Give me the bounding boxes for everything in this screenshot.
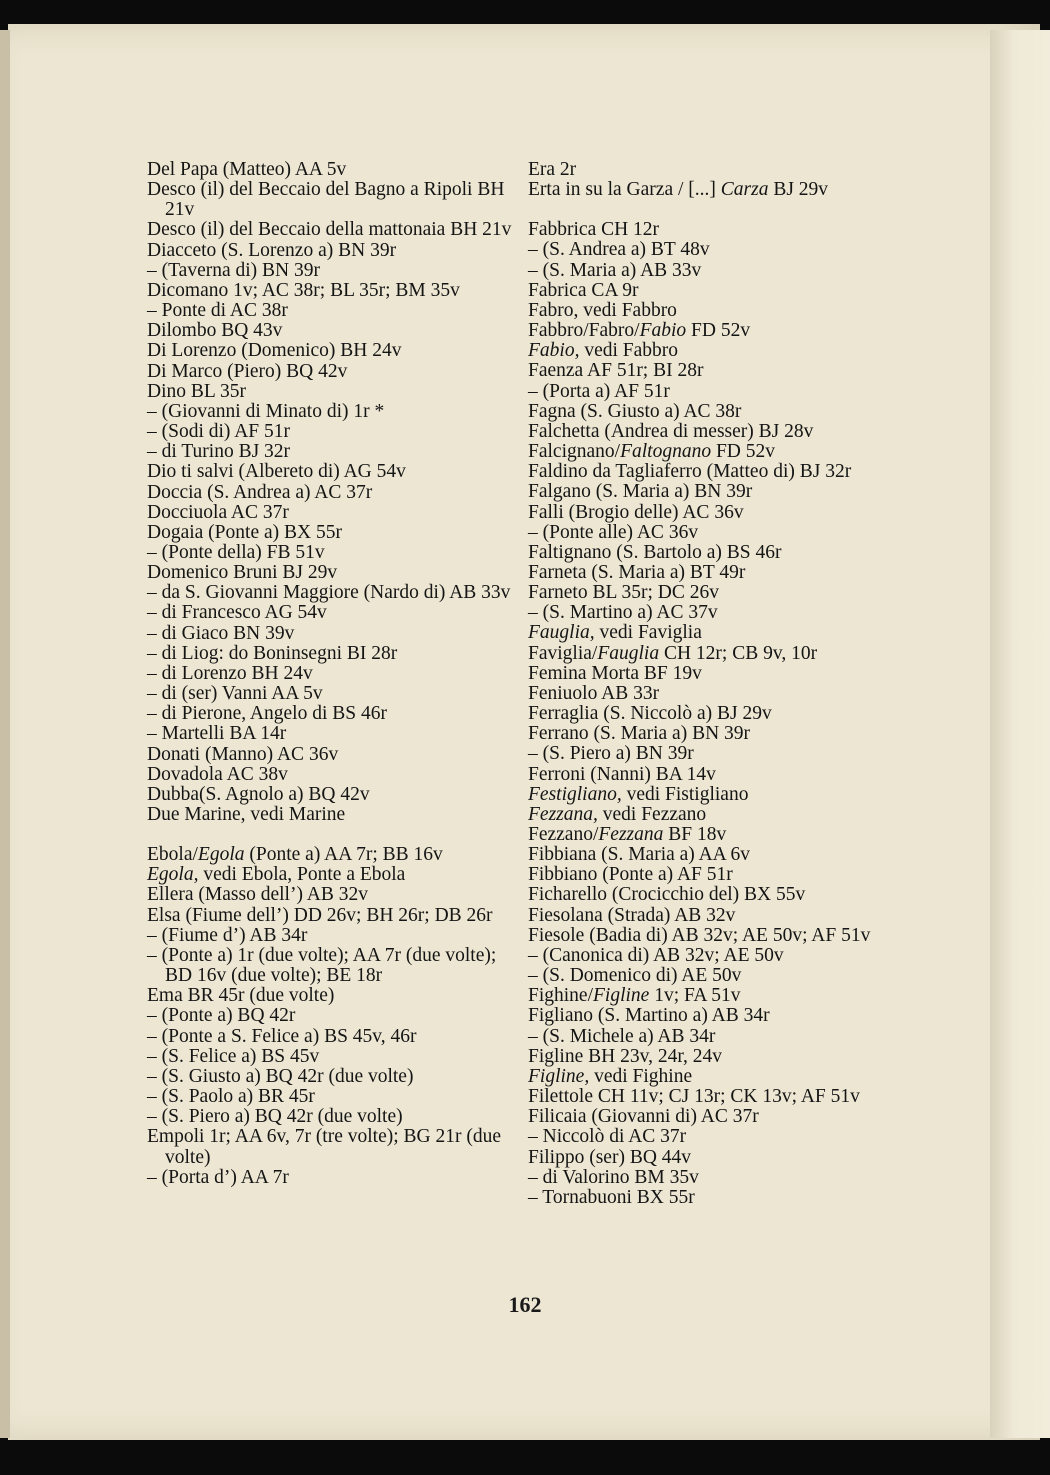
index-entry: – (Canonica di) AB 32v; AE 50v	[528, 944, 784, 966]
index-entry: Dubba(S. Agnolo a) BQ 42v	[147, 783, 370, 805]
entry-text: vedi Fistigliano	[621, 783, 749, 805]
italic-variant: Egola	[197, 844, 245, 866]
index-entry: – Ponte di AC 38r	[147, 300, 288, 322]
index-entry: – (Sodi di) AF 51r	[147, 421, 291, 443]
index-entry: Femina Morta BF 19v	[528, 662, 702, 684]
index-entry: Di Lorenzo (Domenico) BH 24v	[147, 340, 402, 362]
entry-text: BJ 29v	[768, 179, 829, 201]
index-entry: Faldino da Tagliaferro (Matteo di) BJ 32r	[528, 461, 852, 483]
index-entry: Figliano (S. Martino a) AB 34r	[528, 1005, 770, 1027]
index-entry: Dio ti salvi (Albereto di) AG 54v	[147, 461, 406, 483]
index-entry	[147, 845, 512, 865]
index-entry	[528, 986, 898, 1006]
index-entry	[528, 180, 898, 200]
entry-text: vedi Ebola, Ponte a Ebola	[198, 864, 406, 886]
entry-text: Fighine/	[528, 985, 594, 1007]
index-entry: Desco (il) del Beccaio del Bagno a Ripoli BH 21v	[147, 179, 505, 221]
index-entry: Falchetta (Andrea di messer) BJ 28v	[528, 420, 814, 442]
italic-variant: Festigliano,	[528, 783, 622, 805]
index-entry: Desco (il) del Beccaio della mattonaia BH 21v	[147, 219, 512, 241]
index-entry: Farneto BL 35r; DC 26v	[528, 582, 720, 604]
index-column-right	[528, 160, 898, 1208]
index-entry: – (S. Paolo a) BR 45r	[147, 1086, 315, 1108]
index-entry: Empoli 1r; AA 6v, 7r (tre volte); BG 21r (due volte)	[147, 1126, 502, 1168]
index-entry: – da S. Giovanni Maggiore (Nardo di) AB 33v	[147, 582, 511, 604]
index-entry: Ema BR 45r (due volte)	[147, 985, 335, 1007]
index-entry	[528, 785, 898, 805]
index-entry: Fagna (S. Giusto a) AC 38r	[528, 400, 742, 422]
index-entry: Figline BH 23v, 24r, 24v	[528, 1045, 723, 1067]
index-entry: Faenza AF 51r; BI 28r	[528, 360, 704, 382]
index-entry: Donati (Manno) AC 36v	[147, 743, 339, 765]
entry-gap	[147, 825, 512, 845]
index-entry: Filicaia (Giovanni di) AC 37r	[528, 1106, 759, 1128]
entry-text: 1v; FA 51v	[649, 985, 741, 1007]
index-entry: – di (ser) Vanni AA 5v	[147, 683, 323, 705]
index-entry: – Niccolò di AC 37r	[528, 1126, 687, 1148]
index-entry: – (Giovanni di Minato di) 1r *	[147, 400, 385, 422]
entry-text: FD 52v	[686, 320, 751, 342]
index-entry: Dovadola AC 38v	[147, 763, 288, 785]
italic-variant: Fauglia,	[528, 622, 595, 644]
entry-text: Fabbro/Fabro/	[528, 320, 640, 342]
index-entry: Due Marine, vedi Marine	[147, 804, 346, 825]
entry-text: vedi Faviglia	[594, 622, 702, 644]
index-entry: Diacceto (S. Lorenzo a) BN 39r	[147, 239, 397, 261]
index-entry: Dilombo BQ 43v	[147, 320, 283, 342]
index-entry	[147, 865, 512, 885]
italic-variant: Fabio	[639, 320, 687, 342]
index-entry: – di Turino BJ 32r	[147, 441, 291, 463]
index-entry: Fibbiano (Ponte a) AF 51r	[528, 864, 733, 886]
index-entry: Filippo (ser) BQ 44v	[528, 1146, 692, 1168]
index-entry: – di Francesco AG 54v	[147, 602, 327, 624]
index-entry: – (S. Piero a) BN 39r	[528, 743, 694, 765]
italic-variant: Figline	[593, 985, 650, 1007]
index-entry: – di Giaco BN 39v	[147, 622, 295, 644]
index-entry: Doccia (S. Andrea a) AC 37r	[147, 481, 373, 503]
entry-text: vedi Fabbro	[579, 340, 679, 362]
index-entry: Era 2r	[528, 159, 577, 180]
entry-text: Fezzano/	[528, 824, 599, 845]
index-entry: – (Ponte a S. Felice a) BS 45v, 46r	[147, 1025, 417, 1047]
index-entry: Falgano (S. Maria a) BN 39r	[528, 481, 753, 503]
index-entry: Falli (Brogio delle) AC 36v	[528, 501, 744, 523]
italic-variant: Carza	[720, 179, 769, 201]
index-entry: – (S. Giusto a) BQ 42r (due volte)	[147, 1065, 414, 1087]
index-entry	[528, 1067, 898, 1087]
index-entry: Dicomano 1v; AC 38r; BL 35r; BM 35v	[147, 279, 460, 301]
index-entry	[528, 341, 898, 361]
index-entry: – di Liog: do Boninsegni BI 28r	[147, 642, 398, 664]
italic-variant: Figline,	[528, 1065, 590, 1087]
index-entry: Ferrano (S. Maria a) BN 39r	[528, 723, 751, 745]
index-entry: Elsa (Fiume dell’) DD 26v; BH 26r; DB 26r	[147, 904, 493, 926]
index-entry	[528, 644, 898, 664]
index-entry: Feniuolo AB 33r	[528, 682, 660, 704]
index-entry: – (S. Andrea a) BT 48v	[528, 239, 710, 261]
entry-text: Erta in su la Garza / [...]	[528, 179, 721, 201]
index-entry: Fabbrica CH 12r	[528, 219, 660, 241]
index-entry: Dogaia (Ponte a) BX 55r	[147, 521, 342, 543]
index-entry: – (S. Felice a) BS 45v	[147, 1045, 320, 1067]
entry-text: Falcignano/	[528, 441, 621, 463]
entry-text: Faviglia/	[528, 642, 598, 664]
index-entry: – (Ponte a) BQ 42r	[147, 1005, 296, 1027]
index-entry: – di Valorino BM 35v	[528, 1166, 699, 1188]
entry-text: Ebola/	[147, 844, 198, 866]
index-entry: Docciuola AC 37r	[147, 501, 289, 523]
index-entry: – Tornabuoni BX 55r	[528, 1186, 695, 1208]
index-entry	[528, 623, 898, 643]
index-entry: Ferroni (Nanni) BA 14v	[528, 763, 716, 785]
index-entry: Di Marco (Piero) BQ 42v	[147, 360, 348, 382]
index-entry: Faltignano (S. Bartolo a) BS 46r	[528, 541, 782, 563]
index-entry: Fibbiana (S. Maria a) AA 6v	[528, 844, 751, 866]
index-column-left	[147, 160, 512, 1188]
index-entry	[528, 805, 898, 825]
italic-variant: Faltognano	[620, 441, 712, 463]
index-entry: Del Papa (Matteo) AA 5v	[147, 159, 347, 180]
index-entry: – (Fiume d’) AB 34r	[147, 924, 308, 946]
index-entry	[528, 442, 898, 462]
index-entry: Fabrica CA 9r	[528, 279, 639, 301]
entry-gap	[528, 200, 898, 220]
index-entry: – (S. Piero a) BQ 42r (due volte)	[147, 1106, 403, 1128]
index-entry: Ellera (Masso dell’) AB 32v	[147, 884, 368, 906]
index-entry: – Martelli BA 14r	[147, 723, 287, 745]
index-entry: – (Ponte alle) AC 36v	[528, 521, 699, 543]
entry-text: vedi Fighine	[589, 1065, 693, 1087]
index-entry: – (Taverna di) BN 39r	[147, 259, 320, 281]
entry-text: BF 18v	[663, 824, 727, 845]
index-entry: Domenico Bruni BJ 29v	[147, 562, 338, 584]
index-entry: Dino BL 35r	[147, 380, 246, 402]
index-entry: – (S. Michele a) AB 34r	[528, 1025, 716, 1047]
index-entry	[528, 321, 898, 341]
facing-page-edge	[990, 30, 1050, 1438]
index-entry: – (Ponte a) 1r (due volte); AA 7r (due volte); BD 16v (due volte); BE 18r	[147, 944, 497, 987]
italic-variant: Fezzana,	[528, 803, 598, 825]
entry-text: FD 52v	[711, 441, 776, 463]
index-entry: – (Porta d’) AA 7r	[147, 1166, 289, 1188]
index-entry: – (S. Martino a) AC 37v	[528, 602, 718, 624]
entry-text: CH 12r; CB 9v, 10r	[659, 642, 818, 664]
index-entry: Fabro, vedi Fabbro	[528, 299, 677, 321]
index-entry: – di Pierone, Angelo di BS 46r	[147, 703, 387, 725]
index-entry: Filettole CH 11v; CJ 13r; CK 13v; AF 51v	[528, 1086, 860, 1108]
entry-text: (Ponte a) AA 7r; BB 16v	[244, 844, 443, 866]
index-entry: – (S. Domenico di) AE 50v	[528, 965, 742, 987]
index-entry: Ficharello (Crocicchio del) BX 55v	[528, 884, 806, 906]
index-entry: – (Ponte della) FB 51v	[147, 541, 325, 563]
entry-text: vedi Fezzano	[597, 803, 707, 825]
index-entry: Ferraglia (S. Niccolò a) BJ 29v	[528, 703, 772, 725]
index-entry: – di Lorenzo BH 24v	[147, 662, 313, 684]
index-entry: Farneta (S. Maria a) BT 49r	[528, 561, 746, 583]
index-entry	[528, 825, 898, 845]
italic-variant: Fezzana	[598, 824, 664, 845]
italic-variant: Egola,	[147, 864, 199, 886]
italic-variant: Fabio,	[528, 340, 580, 362]
index-entry: Fiesolana (Strada) AB 32v	[528, 904, 736, 926]
index-entry: – (S. Maria a) AB 33v	[528, 259, 702, 281]
page-edge-left	[0, 30, 10, 1438]
page-number: 162	[508, 1292, 542, 1317]
italic-variant: Fauglia	[597, 642, 660, 664]
index-entry: – (Porta a) AF 51r	[528, 380, 670, 402]
index-entry: Fiesole (Badia di) AB 32v; AE 50v; AF 51v	[528, 924, 871, 946]
